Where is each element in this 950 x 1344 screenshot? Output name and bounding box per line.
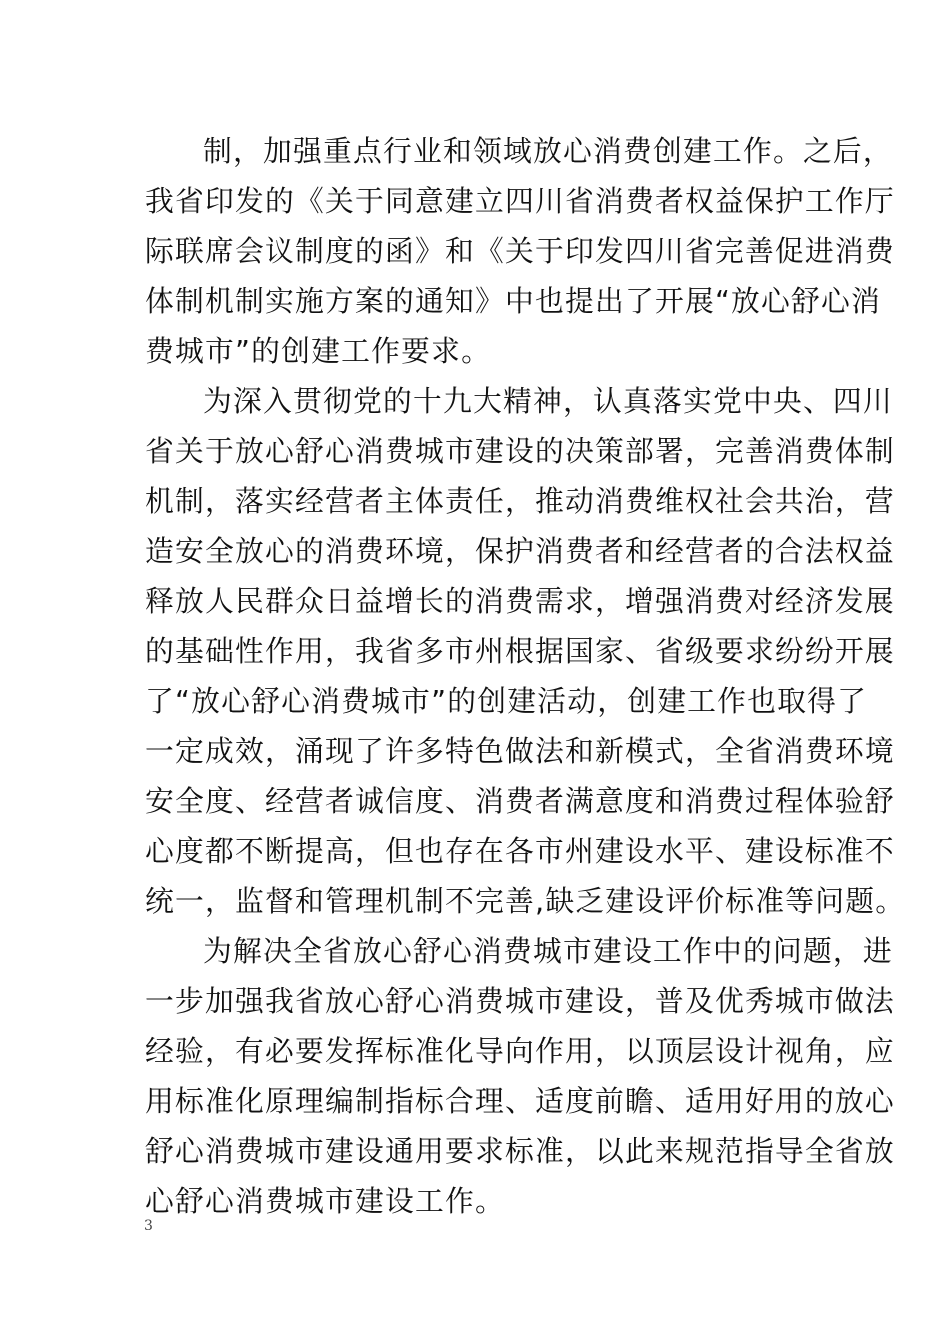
text-line: 机制，落实经营者主体责任，推动消费维权社会共治，营 [145, 484, 895, 518]
paragraph-2 [145, 376, 906, 926]
text-line: 制，加强重点行业和领域放心消费创建工作。之后， [203, 134, 893, 168]
text-line: 一定成效，涌现了许多特色做法和新模式，全省消费环境 [145, 734, 895, 768]
text-line: 舒心消费城市建设通用要求标准，以此来规范指导全省放 [145, 1134, 895, 1168]
text-line: 我省印发的《关于同意建立四川省消费者权益保护工作厅 [145, 184, 895, 218]
text-line: 造安全放心的消费环境，保护消费者和经营者的合法权益 [145, 534, 895, 568]
text-line: 心度都不断提高，但也存在各市州建设水平、建设标准不 [145, 834, 895, 868]
text-line: 经验，有必要发挥标准化导向作用，以顶层设计视角，应 [145, 1034, 895, 1068]
text-line: 释放人民群众日益增长的消费需求，增强消费对经济发展 [145, 584, 895, 618]
text-line: 安全度、经营者诚信度、消费者满意度和消费过程体验舒 [145, 784, 895, 818]
paragraph-3 [145, 926, 895, 1226]
text-line: 一步加强我省放心舒心消费城市建设，普及优秀城市做法 [145, 984, 895, 1018]
body-text [145, 126, 906, 1226]
text-line: 费城市”的创建工作要求。 [145, 334, 492, 368]
text-line: 用标准化原理编制指标合理、适度前瞻、适用好用的放心 [145, 1084, 895, 1118]
text-line: 为深入贯彻党的十九大精神，认真落实党中央、四川 [203, 384, 893, 418]
text-line: 际联席会议制度的函》和《关于印发四川省完善促进消费 [145, 234, 895, 268]
text-line: 的基础性作用，我省多市州根据国家、省级要求纷纷开展 [145, 634, 895, 668]
paragraph-1 [145, 126, 895, 376]
text-line: 心舒心消费城市建设工作。 [145, 1184, 505, 1218]
text-line: 为解决全省放心舒心消费城市建设工作中的问题，进 [203, 934, 893, 968]
page-number: 3 [144, 1218, 153, 1234]
text-line: 了“放心舒心消费城市”的创建活动，创建工作也取得了 [145, 684, 868, 718]
text-line: 省关于放心舒心消费城市建设的决策部署，完善消费体制 [145, 434, 895, 468]
text-line: 体制机制实施方案的通知》中也提出了开展“放心舒心消 [145, 284, 882, 318]
text-line: 统一，监督和管理机制不完善,缺乏建设评价标准等问题。 [145, 884, 906, 918]
